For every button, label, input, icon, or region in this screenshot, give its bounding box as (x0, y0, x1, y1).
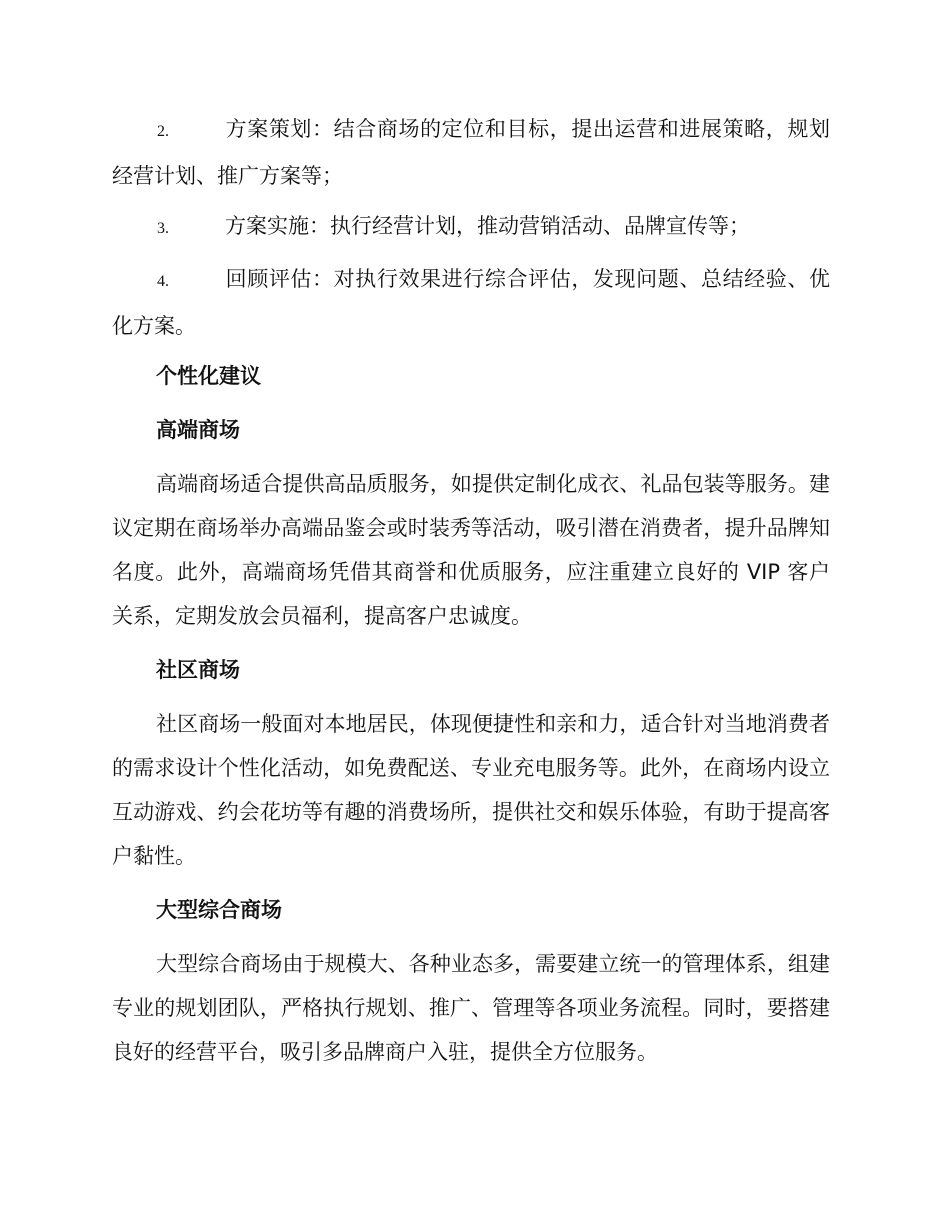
list-item-4 (112, 257, 830, 348)
document-page (112, 107, 830, 1084)
list-number: 4. (157, 273, 169, 290)
large-complex-title: 大型综合商场 (156, 898, 282, 922)
list-number: 2. (157, 123, 169, 140)
high-end-paragraph: 高端商场适合提供高品质服务，如提供定制化成衣、礼品包装等服务。建议定期在商场举办高端品鉴会或时装秀等活动，吸引潜在消费者，提升品牌知名度。此外，高端商场凭借其商誉和优质服务，应注重建立良好的 VIP 客户关系，定期发放会员福利，提高客户忠诚度。 (112, 472, 830, 628)
list-text: 回顾评估：对执行效果进行综合评估，发现问题、总结经验、优化方案。 (112, 267, 830, 338)
community-paragraph: 社区商场一般面对本地居民，体现便捷性和亲和力，适合针对当地消费者的需求设计个性化活动，如免费配送、专业充电服务等。此外，在商场内设立互动游戏、约会花坊等有趣的消费场所，提供社交和娱乐体验，有助于提高客户黏性。 (112, 712, 830, 868)
list-item-2 (112, 107, 830, 198)
large-complex-paragraph: 大型综合商场由于规模大、各种业态多，需要建立统一的管理体系，组建专业的规划团队，严格执行规划、推广、管理等各项业务流程。同时，要搭建良好的经营平台，吸引多品牌商户入驻，提供全方位服务。 (112, 952, 830, 1064)
section-title: 个性化建议 (156, 364, 261, 388)
community-title: 社区商场 (156, 658, 240, 682)
list-number: 3. (157, 220, 169, 237)
high-end-title: 高端商场 (156, 418, 240, 442)
list-text: 方案策划：结合商场的定位和目标，提出运营和进展策略，规划经营计划、推广方案等； (112, 117, 830, 188)
list-text: 方案实施：执行经营计划，推动营销活动、品牌宣传等； (225, 214, 750, 238)
list-item-3 (112, 204, 830, 251)
